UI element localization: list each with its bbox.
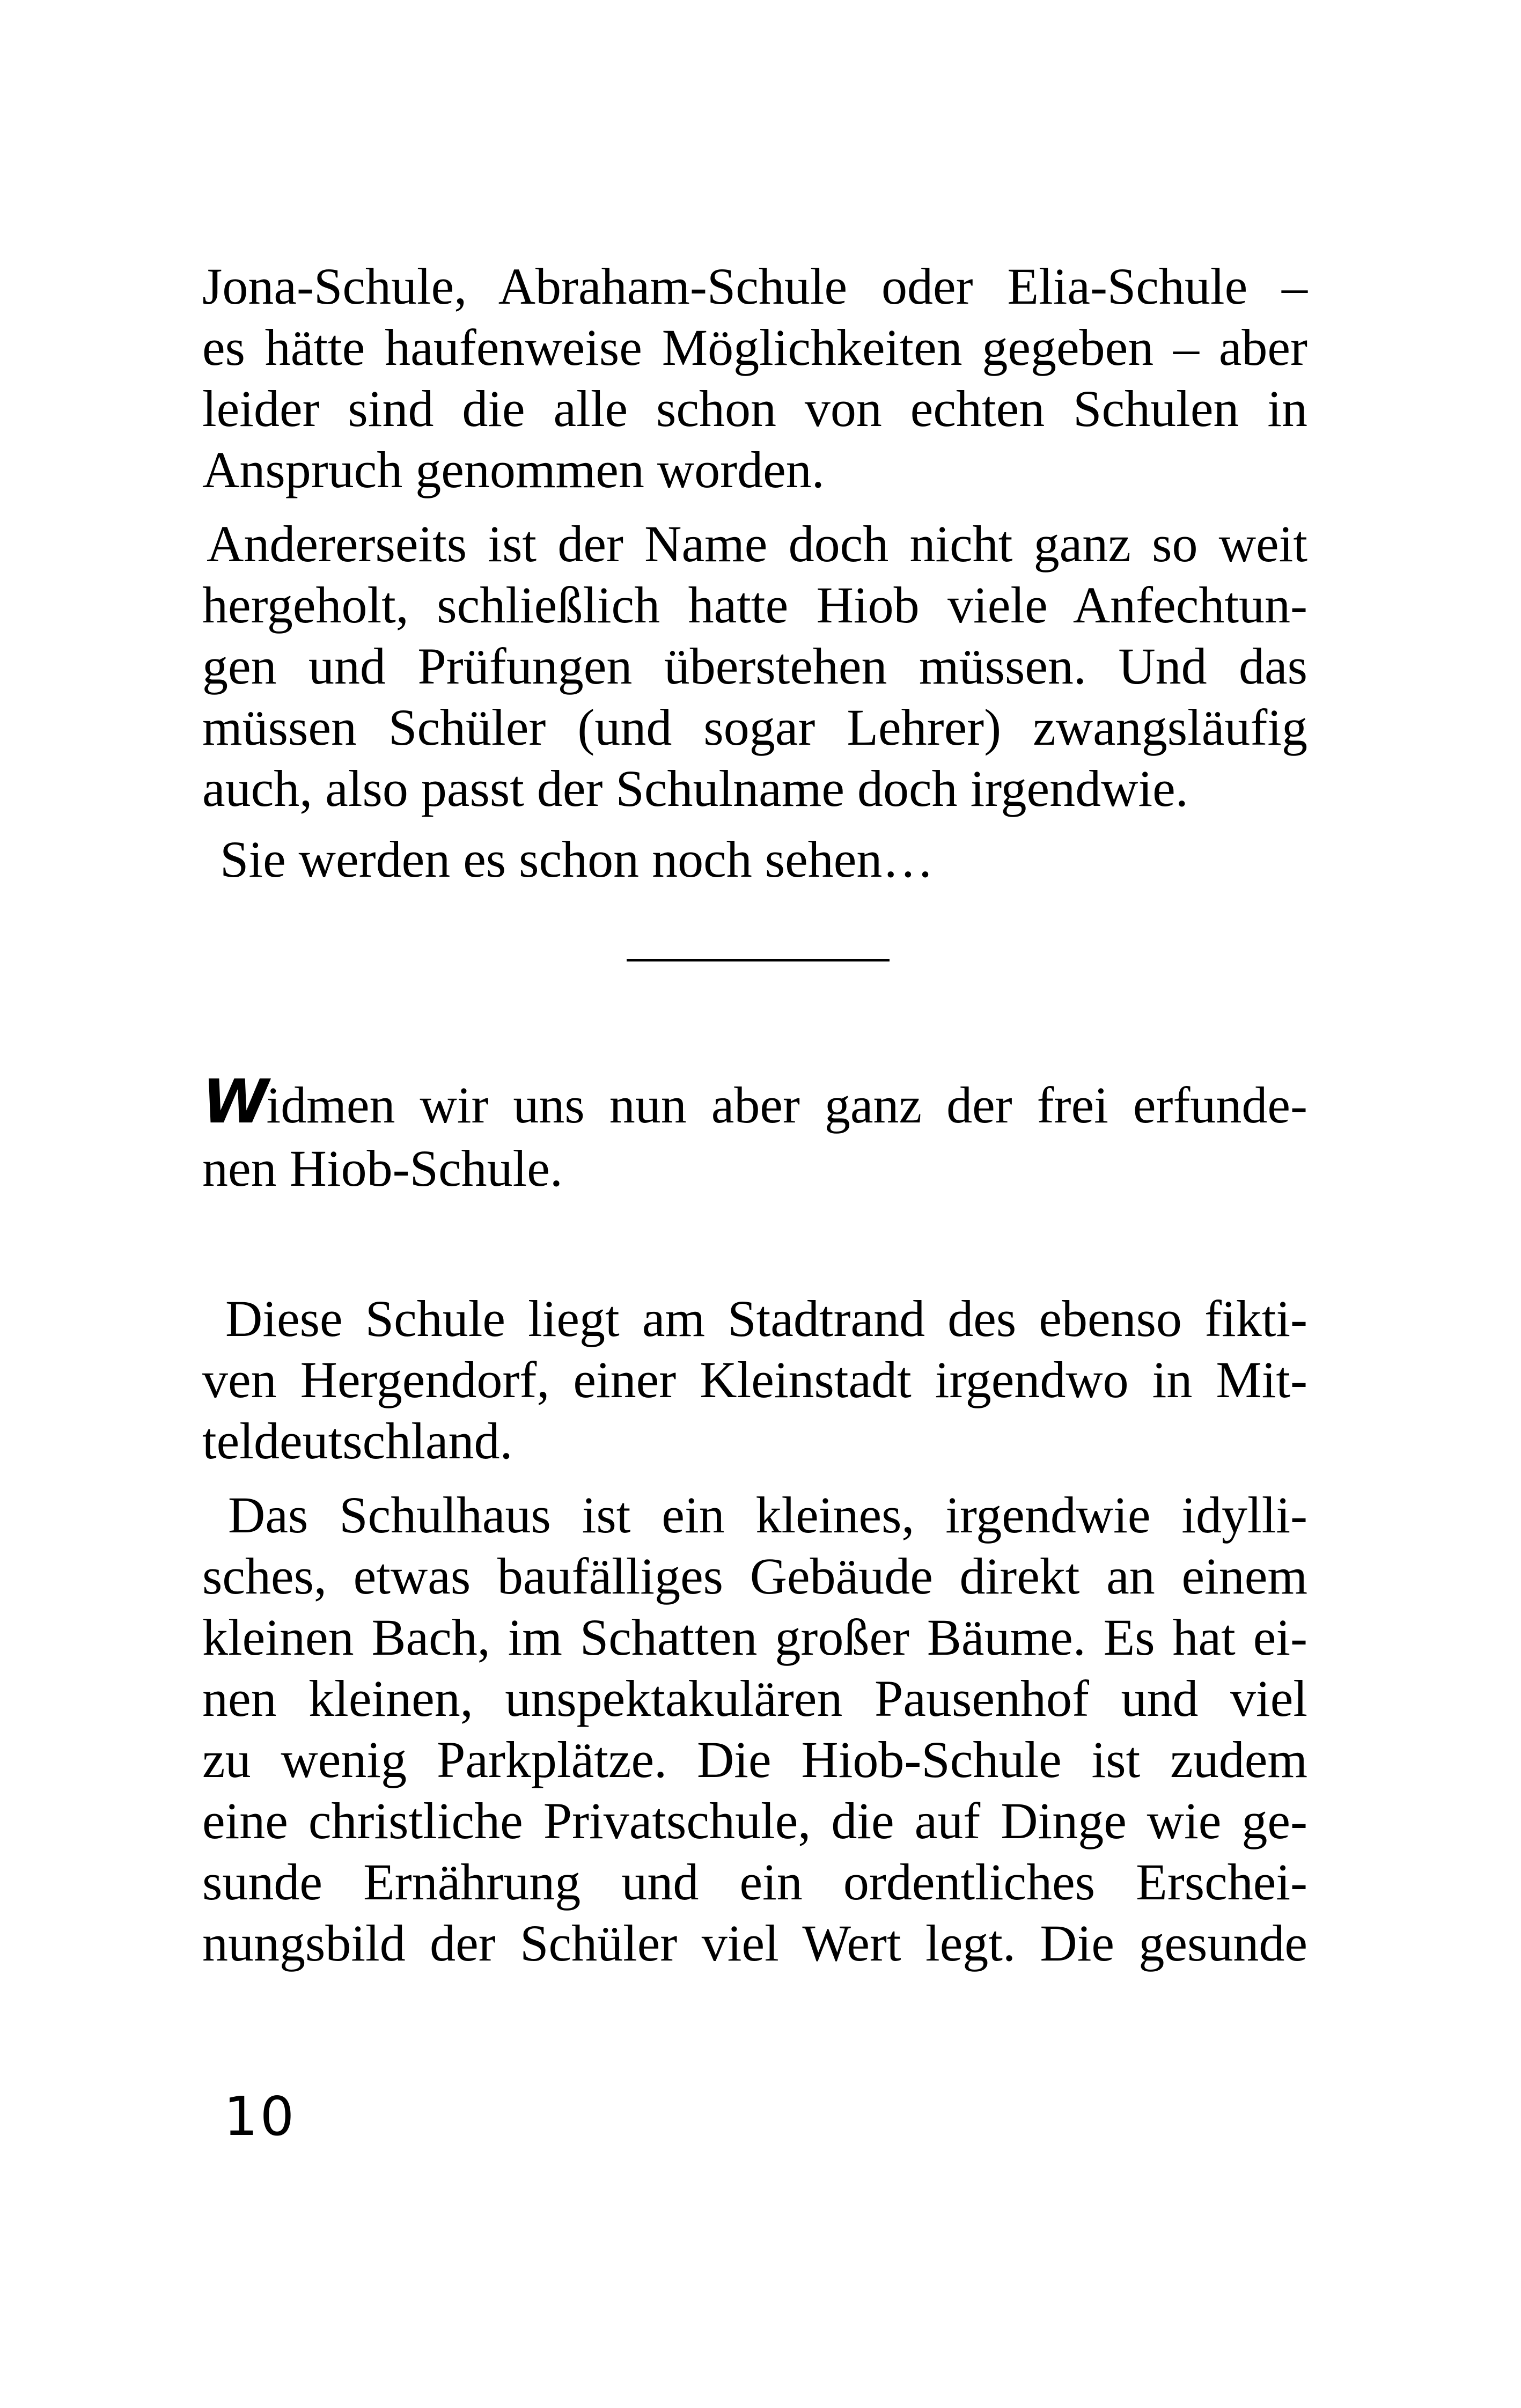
text-line: eine christliche Privatschule, die auf Dinge wie ge- [202,1792,1307,1849]
text-line: teldeutschland. [202,1412,513,1470]
text-line: hergeholt, schließlich hatte Hiob viele Anfechtun- [202,576,1307,634]
text-line: Jona-Schule, Abraham-Schule oder Elia-Schule – [202,258,1307,315]
dropcap-letter: W [202,1067,267,1137]
text-line: Diese Schule liegt am Stadtrand des ebenso fikti- [225,1290,1307,1347]
text-line: nen kleinen, unspektakulären Pausenhof und viel [202,1670,1307,1727]
text-line: Anspruch genommen worden. [202,441,825,498]
text-line-rest: idmen wir uns nun aber ganz der frei erfunde- [266,1076,1307,1134]
text-line: auch, also passt der Schulname doch irgendwie. [202,760,1188,817]
text-line: nen Hiob-Schule. [202,1140,563,1197]
text-line: müssen Schüler (und sogar Lehrer) zwangsläufig [202,699,1307,756]
text-line: ven Hergendorf, einer Kleinstadt irgendwo in Mit- [202,1351,1307,1408]
text-line: nungsbild der Schüler viel Wert legt. Die gesunde [202,1914,1307,1972]
text-line: sunde Ernährung und ein ordentliches Erschei- [202,1853,1307,1911]
text-line: sches, etwas baufälliges Gebäude direkt an einem [202,1547,1307,1605]
section-divider [627,959,890,961]
text-line: Sie werden es schon noch sehen… [220,831,934,888]
text-line [202,1067,1307,1137]
text-line: leider sind die alle schon von echten Schulen in [202,380,1307,437]
text-line: gen und Prüfungen überstehen müssen. Und das [202,637,1307,695]
text-line: es hätte haufenweise Möglichkeiten gegeben – aber [202,319,1307,376]
text-line: Das Schulhaus ist ein kleines, irgendwie idylli- [228,1486,1307,1544]
text-line: Andererseits ist der Name doch nicht ganz so weit [207,515,1307,572]
page-number: 10 [224,2085,297,2148]
text-line: zu wenig Parkplätze. Die Hiob-Schule ist zudem [202,1731,1307,1788]
text-line: kleinen Bach, im Schatten großer Bäume. Es hat ei- [202,1609,1307,1666]
